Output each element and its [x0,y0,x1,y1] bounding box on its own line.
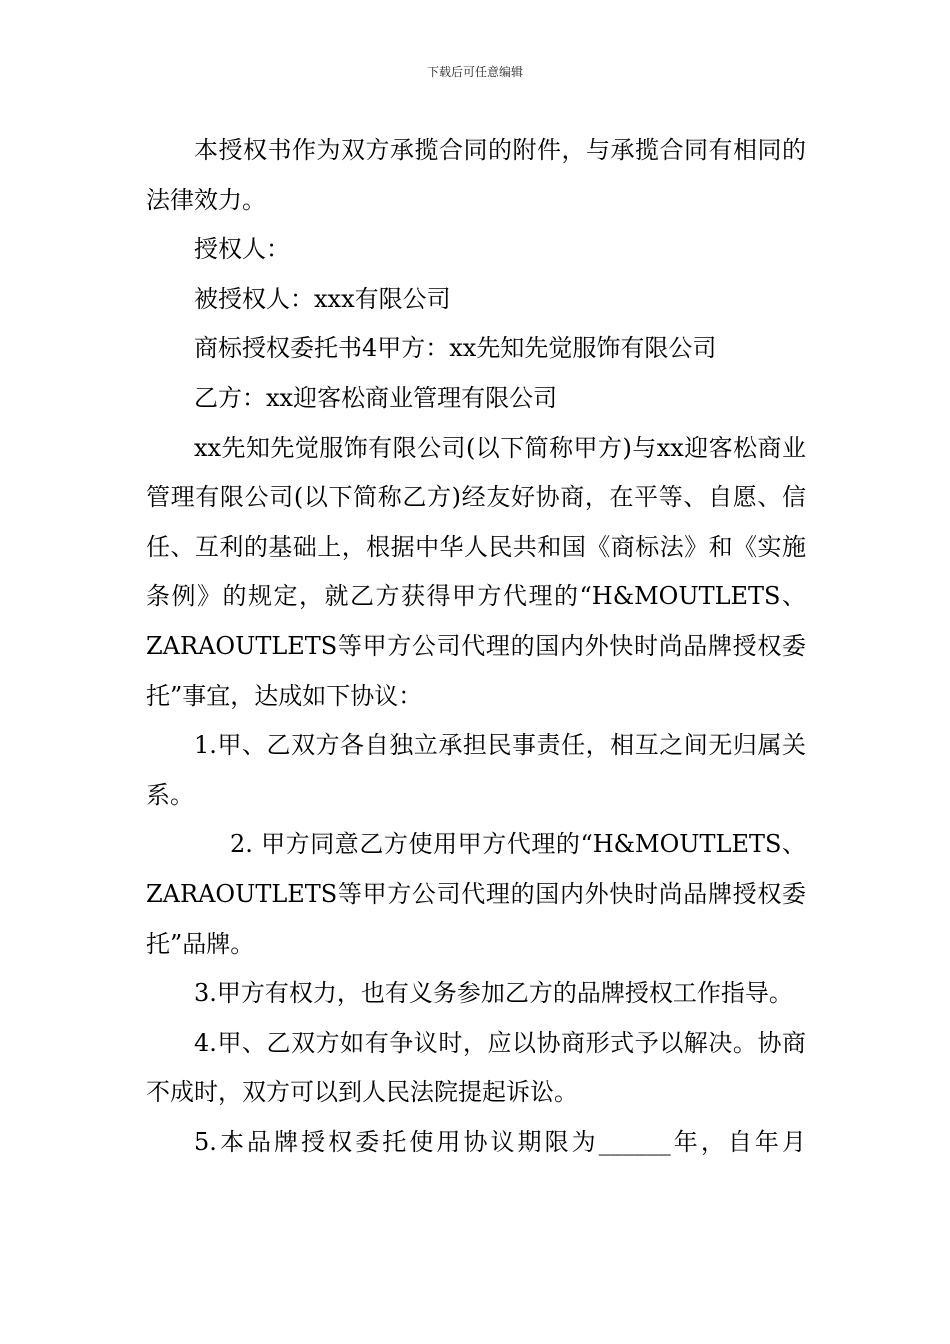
paragraph-authorized-party: 被授权人：xxx有限公司 [194,284,451,313]
paragraph-clause-3: 3.甲方有权力，也有义务参加乙方的品牌授权工作指导。 [194,979,793,1008]
paragraph-clause-4: 4.甲、乙双方如有争议时，应以协商形式予以解决。协商不成时，双方可以到人民法院提起诉讼。 [146,1028,806,1107]
paragraph-clause-2: 2. 甲方同意乙方使用甲方代理的“H&MOUTLETS、ZARAOUTLETS等甲方公司代理的国内外快时尚品牌授权委托”品牌。 [146,830,806,958]
document-body [146,126,806,1167]
paragraph-party-b: 乙方：xx迎客松商业管理有限公司 [194,383,558,412]
paragraph-agreement-intro: xx先知先觉服饰有限公司(以下简称甲方)与xx迎客松商业管理有限公司(以下简称乙方)经友好协商，在平等、自愿、信任、互利的基础上，根据中华人民共和国《商标法》和《实施条例》的规定，就乙方获得甲方代理的“H&MOUTLETS、ZARAOUTLETS等甲方公司代理的国内外快时尚品牌授权委托”事宜，达成如下协议： [146,433,806,710]
paragraph-attachment-clause: 本授权书作为双方承揽合同的附件，与承揽合同有相同的法律效力。 [146,136,806,214]
page-header: 下载后可任意编辑 [426,65,523,79]
paragraph-party-a: 商标授权委托书4甲方：xx先知先觉服饰有限公司 [194,334,717,363]
paragraph-clause-5: 5.本品牌授权委托使用协议期限为______年，自年月 [194,1127,806,1156]
paragraph-authorizer: 授权人： [194,235,290,264]
paragraph-clause-1: 1.甲、乙双方各自独立承担民事责任，相互之间无归属关系。 [146,731,806,809]
